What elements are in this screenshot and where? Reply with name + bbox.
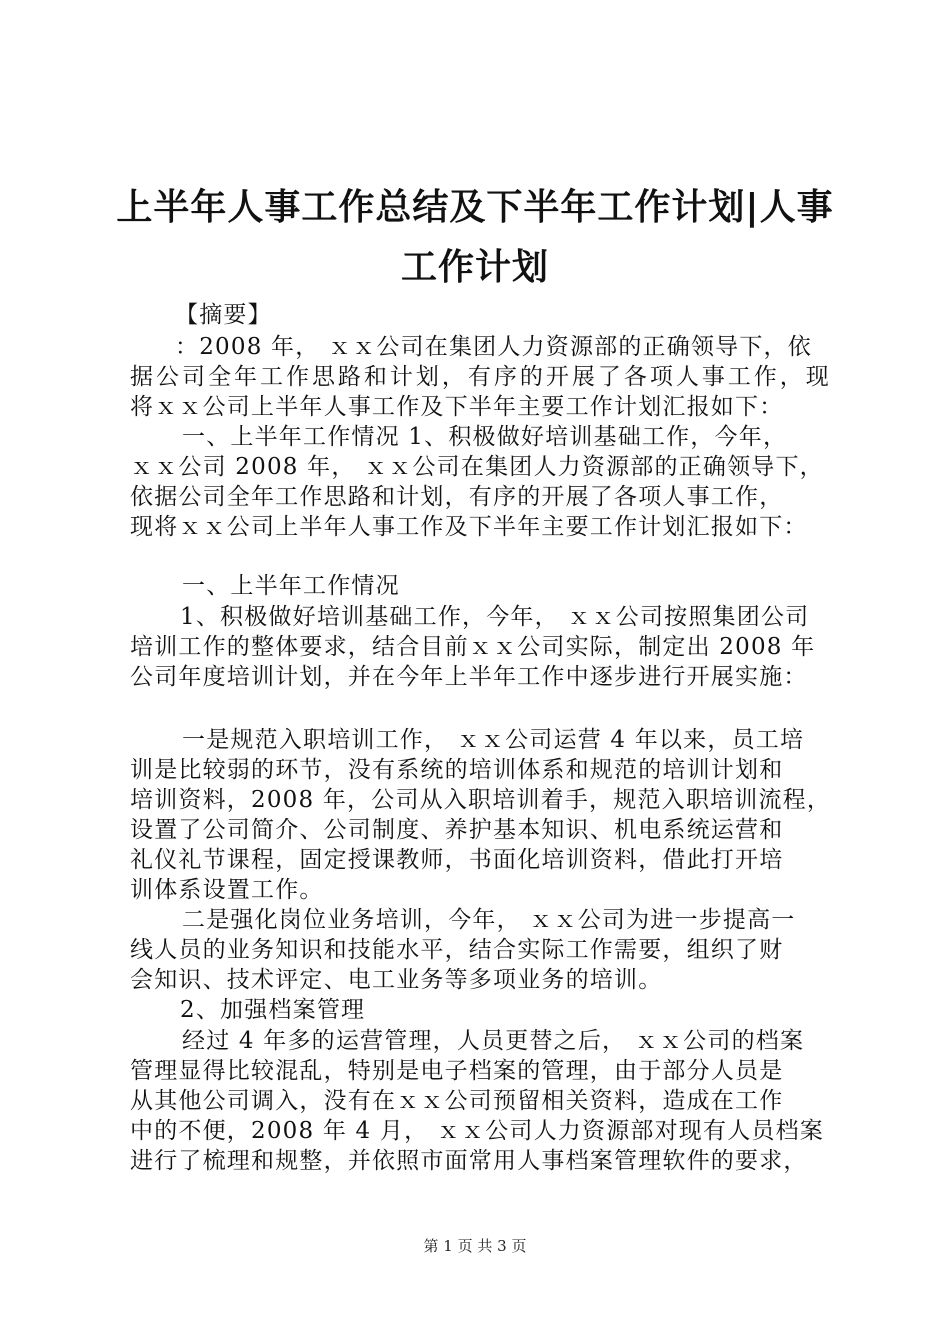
document-title-line-2: 工作计划 [400,247,549,288]
paragraph-line: ：2008 年， ｘｘ公司在集团人力资源部的正确领导下，依 [175,334,812,360]
paragraph-line: ｘｘ公司 2008 年， ｘｘ公司在集团人力资源部的正确领导下， [130,454,824,480]
paragraph-line: 线人员的业务知识和技能水平，结合实际工作需要，组织了财 [130,937,784,963]
paragraph-line: 管理显得比较混乱，特别是电子档案的管理，由于部分人员是 [130,1058,784,1084]
paragraph-line: 将ｘｘ公司上半年人事工作及下半年主要工作计划汇报如下： [130,394,784,420]
paragraph-line: 依据公司全年工作思路和计划，有序的开展了各项人事工作， [130,484,784,510]
paragraph-line: 据公司全年工作思路和计划，有序的开展了各项人事工作，现 [130,364,830,390]
paragraph-line: 一是规范入职培训工作， ｘｘ公司运营 4 年以来，员工培 [182,727,805,753]
paragraph-line: 经过 4 年多的运营管理，人员更替之后， ｘｘ公司的档案 [182,1028,805,1054]
paragraph-line: 会知识、技术评定、电工业务等多项业务的培训。 [130,967,663,993]
paragraph-line: 设置了公司简介、公司制度、养护基本知识、机电系统运营和 [130,817,784,843]
paragraph-line: 二是强化岗位业务培训，今年， ｘｘ公司为进一步提高一 [182,907,796,933]
paragraph-line: 一、上半年工作情况 1、积极做好培训基础工作，今年， [182,424,788,450]
paragraph-line: 现将ｘｘ公司上半年人事工作及下半年主要工作计划汇报如下： [130,514,808,540]
paragraph-line: 从其他公司调入，没有在ｘｘ公司预留相关资料，造成在工作 [130,1088,784,1114]
paragraph-line: 1、积极做好培训基础工作，今年， ｘｘ公司按照集团公司 [180,604,810,630]
section-heading: 2、加强档案管理 [180,997,366,1023]
paragraph-line: 中的不便，2008 年 4 月， ｘｘ公司人力资源部对现有人员档案 [130,1118,825,1144]
paragraph-line: 礼仪礼节课程，固定授课教师，书面化培训资料，借此打开培 [130,847,784,873]
paragraph-line: 培训工作的整体要求，结合目前ｘｘ公司实际，制定出 2008 年 [130,634,816,660]
page-number-footer: 第 1 页 共 3 页 [423,1237,527,1255]
paragraph-line: 进行了梳理和规整，并依照市面常用人事档案管理软件的要求， [130,1148,808,1174]
paragraph-line: 公司年度培训计划，并在今年上半年工作中逐步进行开展实施： [130,664,808,690]
abstract-label: 【摘要】 [175,302,272,328]
paragraph-line: 培训资料，2008 年，公司从入职培训着手，规范入职培训流程， [130,787,832,813]
section-heading: 一、上半年工作情况 [182,573,400,599]
document-title-line-1: 上半年人事工作总结及下半年工作计划|人事 [116,187,834,228]
paragraph-line: 训是比较弱的环节，没有系统的培训体系和规范的培训计划和 [130,757,784,783]
paragraph-line: 训体系设置工作。 [130,877,324,903]
